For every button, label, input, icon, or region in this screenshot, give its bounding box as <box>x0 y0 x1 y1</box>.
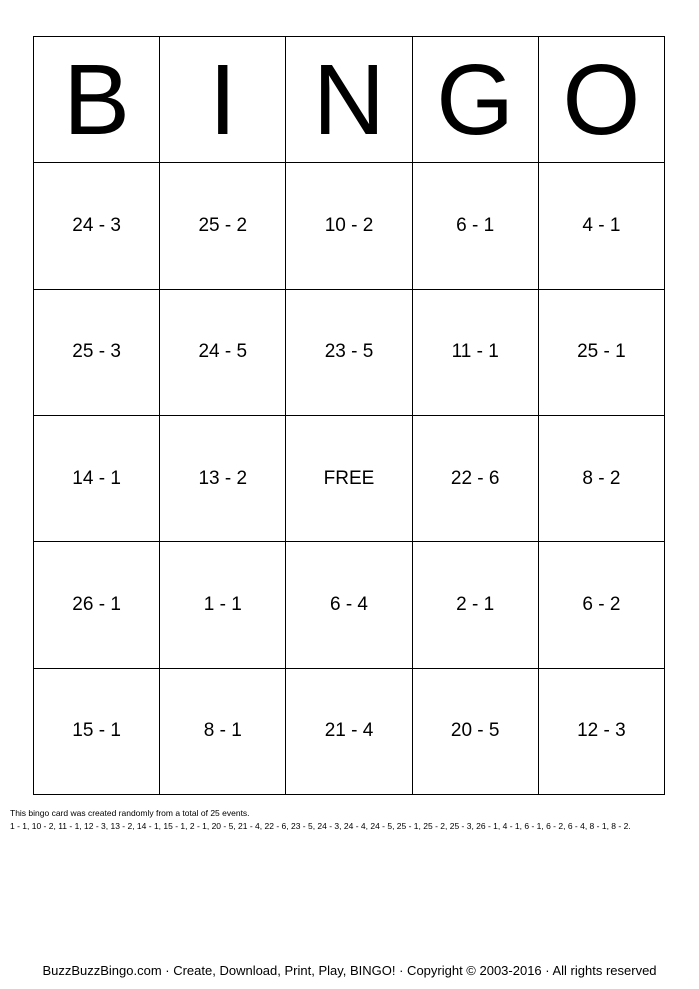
bingo-cell: 15 - 1 <box>34 669 160 795</box>
footer-copyright: BuzzBuzzBingo.com · Create, Download, Print, Play, BINGO! · Copyright © 2003-2016 · All rights reserved <box>42 963 657 978</box>
bingo-cell: 14 - 1 <box>34 416 160 542</box>
bingo-cell: 8 - 1 <box>160 669 286 795</box>
bingo-cell: 2 - 1 <box>413 542 539 668</box>
header-letter-b: B <box>34 37 160 163</box>
bingo-cell: 20 - 5 <box>413 669 539 795</box>
bingo-cell: 4 - 1 <box>539 163 665 289</box>
bingo-cell: 22 - 6 <box>413 416 539 542</box>
bingo-cell: 6 - 4 <box>286 542 412 668</box>
bingo-cell: 25 - 1 <box>539 290 665 416</box>
bingo-cell: 6 - 1 <box>413 163 539 289</box>
bingo-cell: 10 - 2 <box>286 163 412 289</box>
bingo-cell: 8 - 2 <box>539 416 665 542</box>
note-summary: This bingo card was created randomly from a total of 25 events. <box>10 808 250 818</box>
note-event-list: 1 - 1, 10 - 2, 11 - 1, 12 - 3, 13 - 2, 14 - 1, 15 - 1, 2 - 1, 20 - 5, 21 - 4, 22 - 6, 23 - 5, 24 - 3, 24 - 4, 24 - 5, 25 - 1, 25 - 2, 25 - 3, 26 - 1, 4 - 1, 6 - 1, 6 - 2, 6 - 4, 8 - 1, 8 - 2. <box>10 821 631 831</box>
bingo-cell: 21 - 4 <box>286 669 412 795</box>
bingo-cell: 26 - 1 <box>34 542 160 668</box>
header-letter-o: O <box>539 37 665 163</box>
bingo-cell: 25 - 3 <box>34 290 160 416</box>
free-space-cell: FREE <box>286 416 412 542</box>
bingo-cell: 24 - 5 <box>160 290 286 416</box>
bingo-cell: 1 - 1 <box>160 542 286 668</box>
bingo-cell: 25 - 2 <box>160 163 286 289</box>
bingo-cell: 6 - 2 <box>539 542 665 668</box>
bingo-card <box>33 36 665 795</box>
header-letter-i: I <box>160 37 286 163</box>
header-letter-n: N <box>286 37 412 163</box>
bingo-cell: 13 - 2 <box>160 416 286 542</box>
bingo-cell: 23 - 5 <box>286 290 412 416</box>
header-letter-g: G <box>413 37 539 163</box>
bingo-cell: 11 - 1 <box>413 290 539 416</box>
card-generation-note <box>10 807 692 833</box>
bingo-cell: 24 - 3 <box>34 163 160 289</box>
bingo-cell: 12 - 3 <box>539 669 665 795</box>
